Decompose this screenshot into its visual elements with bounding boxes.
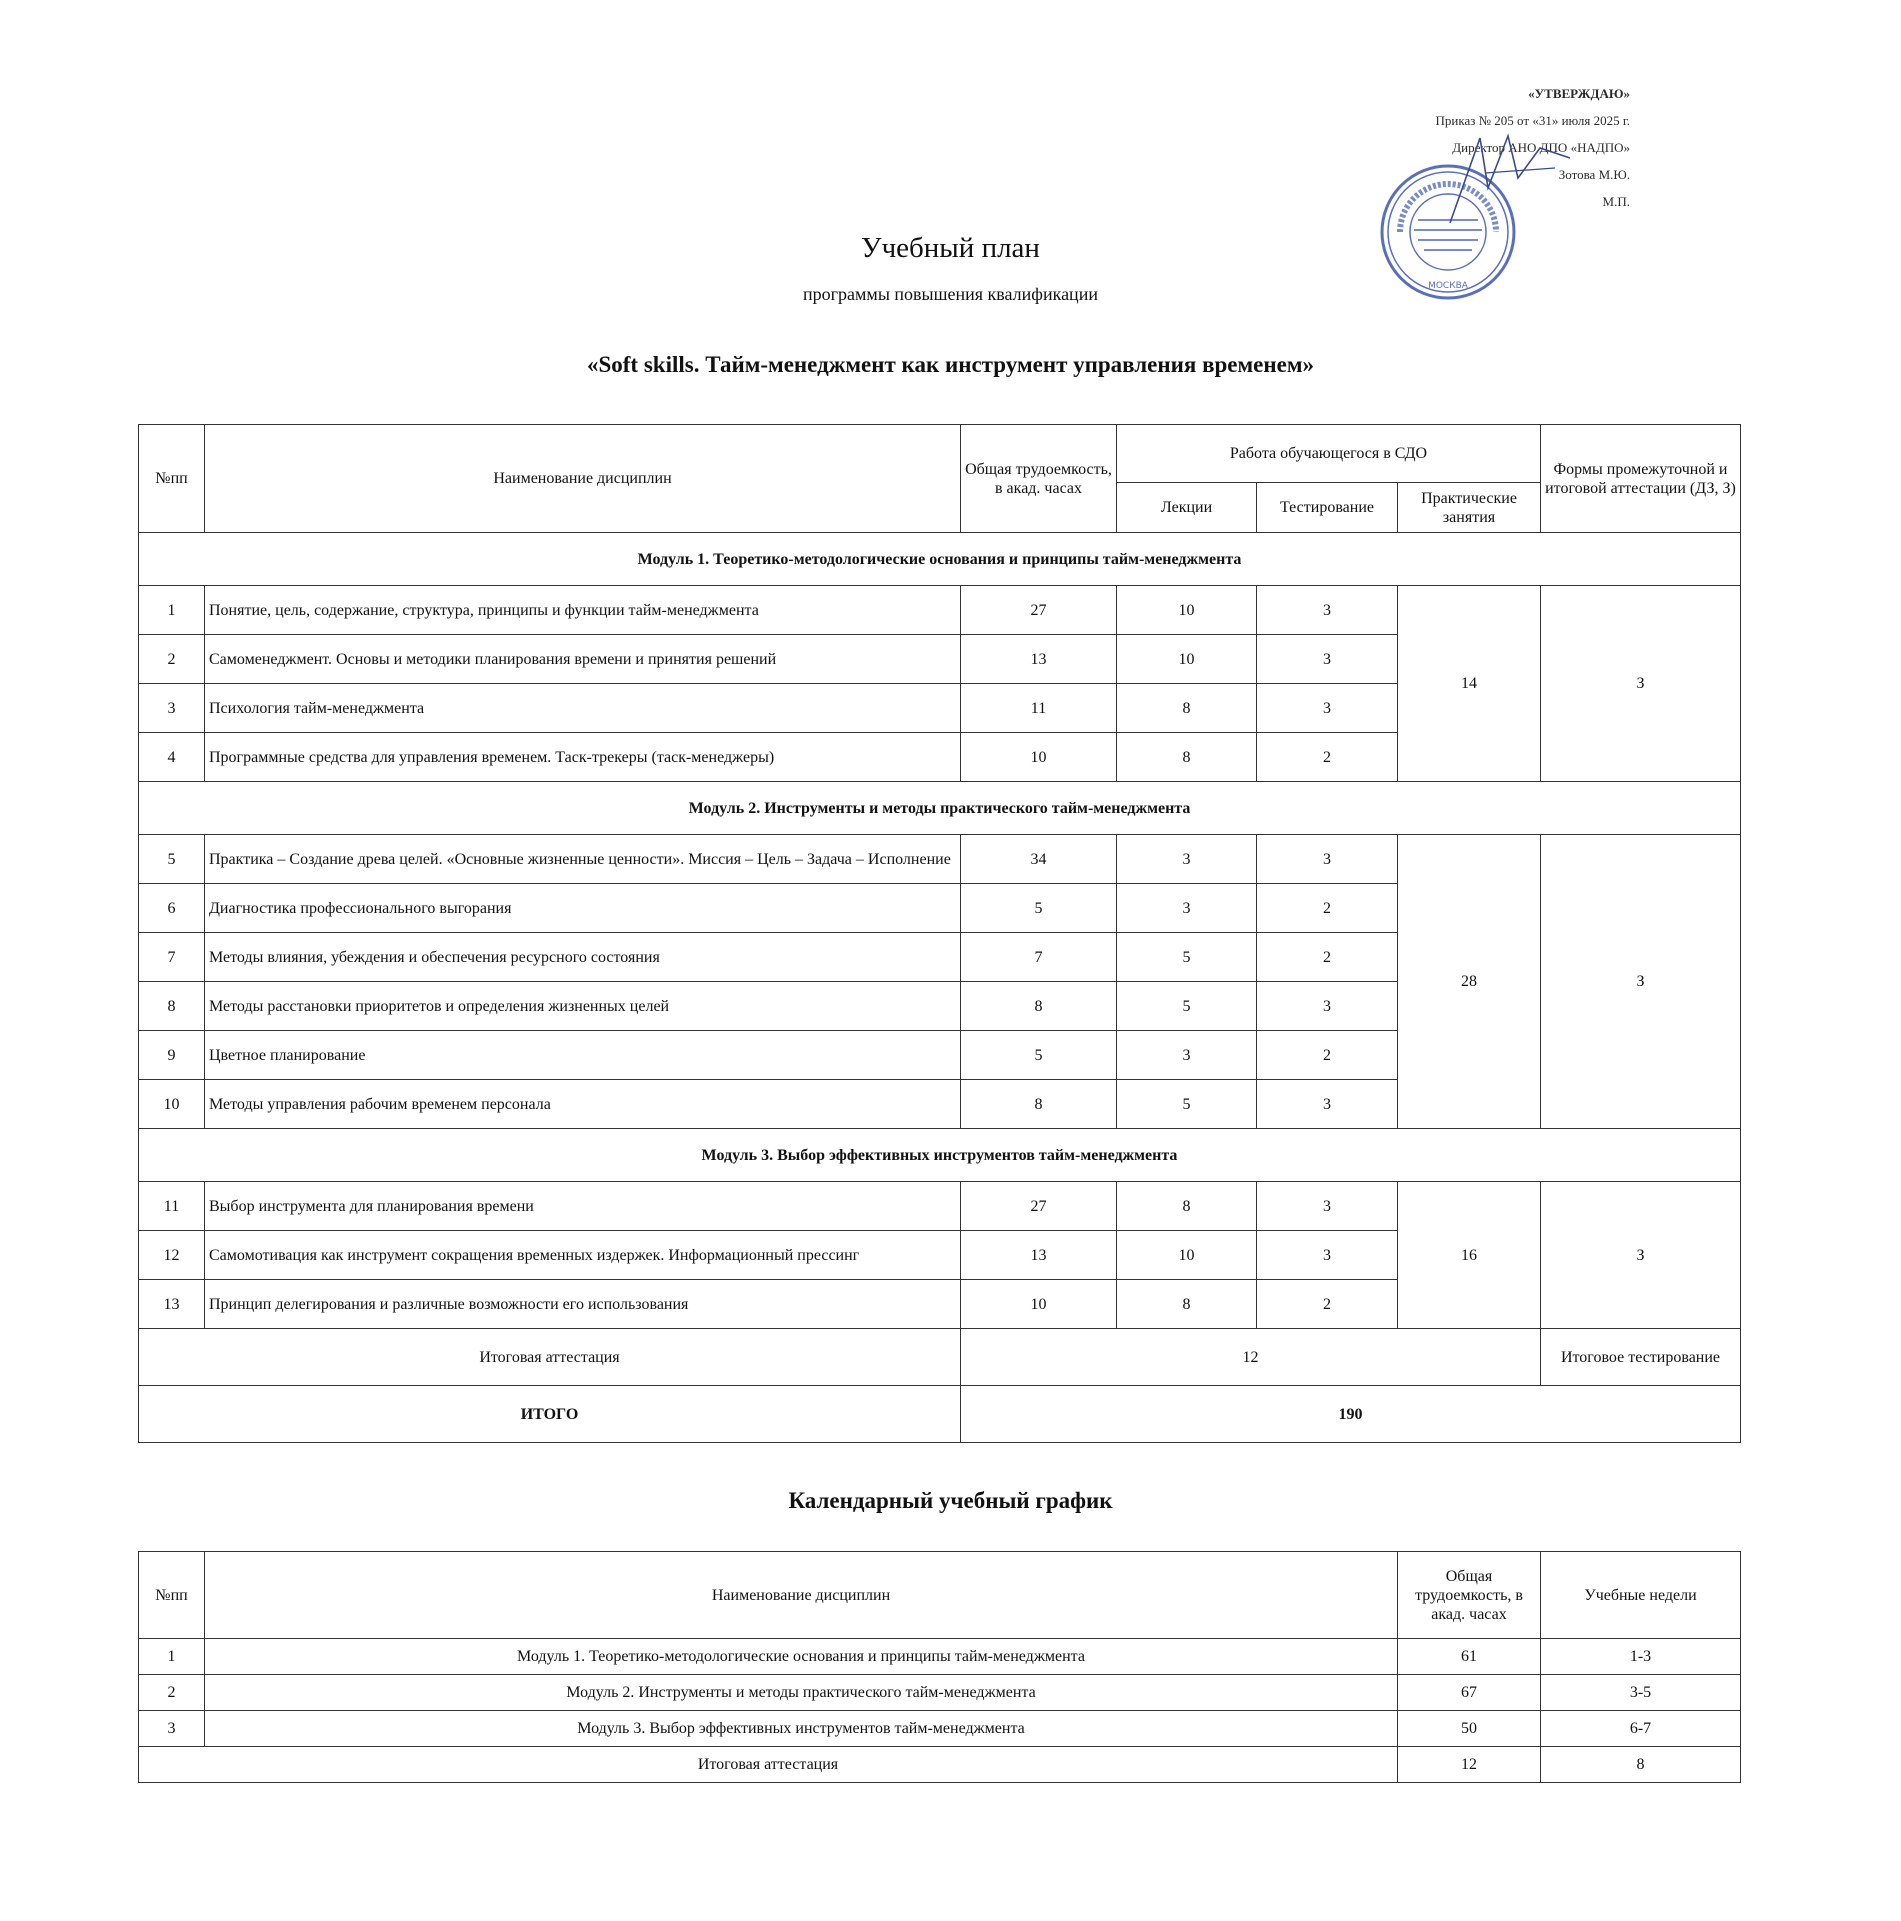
cal-header-num: №пп (139, 1552, 205, 1639)
total-hours: 10 (961, 1280, 1117, 1329)
row-number: 12 (139, 1231, 205, 1280)
row-number: 11 (139, 1182, 205, 1231)
grand-total-label: ИТОГО (139, 1386, 961, 1443)
table-row (139, 586, 1741, 635)
calendar-title: Календарный учебный график (788, 1488, 1113, 1513)
row-number: 10 (139, 1080, 205, 1129)
study-weeks: 6-7 (1541, 1711, 1741, 1747)
header-lectures: Лекции (1117, 483, 1257, 533)
program-title: «Soft skills. Тайм-менеджмент как инструмент управления временем» (586, 352, 1315, 377)
lecture-hours: 5 (1117, 982, 1257, 1031)
discipline-name: Самомотивация как инструмент сокращения временных издержек. Информационный прессинг (205, 1231, 961, 1280)
testing-hours: 2 (1257, 933, 1398, 982)
table-row (139, 1711, 1741, 1747)
final-attestation-label: Итоговая аттестация (139, 1747, 1398, 1783)
study-weeks: 3-5 (1541, 1675, 1741, 1711)
module-name: Модуль 3. Выбор эффективных инструментов тайм-менеджмента (205, 1711, 1398, 1747)
lecture-hours: 3 (1117, 884, 1257, 933)
final-attestation-row (139, 1329, 1741, 1386)
row-number: 13 (139, 1280, 205, 1329)
total-hours: 27 (961, 1182, 1117, 1231)
final-attestation-form: Итоговое тестирование (1541, 1329, 1741, 1386)
table-row (139, 1639, 1741, 1675)
table-row (139, 1675, 1741, 1711)
discipline-name: Выбор инструмента для планирования времени (205, 1182, 961, 1231)
row-number: 1 (139, 1639, 205, 1675)
lecture-hours: 8 (1117, 684, 1257, 733)
lecture-hours: 3 (1117, 1031, 1257, 1080)
page-title: Учебный план (861, 232, 1040, 264)
lecture-hours: 3 (1117, 835, 1257, 884)
lecture-hours: 10 (1117, 1231, 1257, 1280)
header-work: Работа обучающегося в СДО (1117, 425, 1541, 483)
practice-hours: 14 (1398, 586, 1541, 782)
row-number: 1 (139, 586, 205, 635)
approval-seal-mark: М.П. (1602, 194, 1630, 209)
discipline-name: Методы влияния, убеждения и обеспечения ресурсного состояния (205, 933, 961, 982)
lecture-hours: 8 (1117, 733, 1257, 782)
header-practice: Практические занятия (1398, 483, 1541, 533)
approval-name: Зотова М.Ю. (1558, 167, 1630, 182)
attestation-form: З (1541, 835, 1741, 1129)
header-num: №пп (139, 425, 205, 533)
module-row (139, 782, 1741, 835)
total-hours: 34 (961, 835, 1117, 884)
discipline-name: Методы расстановки приоритетов и определения жизненных целей (205, 982, 961, 1031)
final-attestation-hours: 12 (1398, 1747, 1541, 1783)
row-number: 2 (139, 1675, 205, 1711)
grand-total-hours: 190 (961, 1386, 1741, 1443)
discipline-name: Принцип делегирования и различные возможности его использования (205, 1280, 961, 1329)
final-attestation-weeks: 8 (1541, 1747, 1741, 1783)
total-hours: 27 (961, 586, 1117, 635)
total-hours: 5 (961, 1031, 1117, 1080)
module-title: Модуль 2. Инструменты и методы практического тайм-менеджмента (139, 782, 1741, 835)
row-number: 5 (139, 835, 205, 884)
approval-heading: «УТВЕРЖДАЮ» (1528, 86, 1630, 101)
testing-hours: 3 (1257, 982, 1398, 1031)
testing-hours: 3 (1257, 1182, 1398, 1231)
testing-hours: 3 (1257, 684, 1398, 733)
total-hours: 67 (1398, 1675, 1541, 1711)
study-weeks: 1-3 (1541, 1639, 1741, 1675)
row-number: 3 (139, 684, 205, 733)
header-total: Общая трудоемкость, в акад. часах (961, 425, 1117, 533)
final-attestation-row (139, 1747, 1741, 1783)
study-plan-table (138, 424, 1741, 1443)
total-hours: 50 (1398, 1711, 1541, 1747)
row-number: 7 (139, 933, 205, 982)
row-number: 8 (139, 982, 205, 1031)
discipline-name: Программные средства для управления временем. Таск-трекеры (таск-менеджеры) (205, 733, 961, 782)
page-subtitle: программы повышения квалификации (803, 284, 1098, 304)
discipline-name: Диагностика профессионального выгорания (205, 884, 961, 933)
header-forms: Формы промежуточной и итоговой аттестации (ДЗ, З) (1541, 425, 1741, 533)
row-number: 9 (139, 1031, 205, 1080)
total-hours: 10 (961, 733, 1117, 782)
lecture-hours: 5 (1117, 1080, 1257, 1129)
total-hours: 13 (961, 1231, 1117, 1280)
testing-hours: 3 (1257, 835, 1398, 884)
attestation-form: З (1541, 1182, 1741, 1329)
testing-hours: 2 (1257, 733, 1398, 782)
approval-position: Директор АНО ДПО «НАДПО» (1452, 140, 1630, 155)
final-attestation-label: Итоговая аттестация (139, 1329, 961, 1386)
module-name: Модуль 2. Инструменты и методы практического тайм-менеджмента (205, 1675, 1398, 1711)
lecture-hours: 10 (1117, 586, 1257, 635)
signature-icon (1430, 128, 1580, 238)
stamp-text: МОСКВА (1428, 281, 1468, 291)
cal-header-name: Наименование дисциплин (205, 1552, 1398, 1639)
grand-total-row (139, 1386, 1741, 1443)
total-hours: 61 (1398, 1639, 1541, 1675)
discipline-name: Цветное планирование (205, 1031, 961, 1080)
testing-hours: 3 (1257, 1080, 1398, 1129)
header-name: Наименование дисциплин (205, 425, 961, 533)
lecture-hours: 8 (1117, 1182, 1257, 1231)
module-row (139, 1129, 1741, 1182)
attestation-form: З (1541, 586, 1741, 782)
table-row (139, 835, 1741, 884)
discipline-name: Понятие, цель, содержание, структура, принципы и функции тайм-менеджмента (205, 586, 961, 635)
lecture-hours: 8 (1117, 1280, 1257, 1329)
total-hours: 11 (961, 684, 1117, 733)
practice-hours: 16 (1398, 1182, 1541, 1329)
discipline-name: Методы управления рабочим временем персонала (205, 1080, 961, 1129)
module-row (139, 533, 1741, 586)
total-hours: 8 (961, 982, 1117, 1031)
total-hours: 8 (961, 1080, 1117, 1129)
header-testing: Тестирование (1257, 483, 1398, 533)
table-row (139, 1182, 1741, 1231)
row-number: 2 (139, 635, 205, 684)
discipline-name: Самоменеджмент. Основы и методики планирования времени и принятия решений (205, 635, 961, 684)
module-title: Модуль 1. Теоретико-методологические основания и принципы тайм-менеджмента (139, 533, 1741, 586)
row-number: 6 (139, 884, 205, 933)
testing-hours: 3 (1257, 635, 1398, 684)
cal-header-weeks: Учебные недели (1541, 1552, 1741, 1639)
cal-header-total: Общая трудоемкость, в акад. часах (1398, 1552, 1541, 1639)
testing-hours: 3 (1257, 1231, 1398, 1280)
row-number: 4 (139, 733, 205, 782)
row-number: 3 (139, 1711, 205, 1747)
module-title: Модуль 3. Выбор эффективных инструментов тайм-менеджмента (139, 1129, 1741, 1182)
total-hours: 7 (961, 933, 1117, 982)
lecture-hours: 5 (1117, 933, 1257, 982)
module-name: Модуль 1. Теоретико-методологические основания и принципы тайм-менеджмента (205, 1639, 1398, 1675)
total-hours: 5 (961, 884, 1117, 933)
testing-hours: 3 (1257, 586, 1398, 635)
testing-hours: 2 (1257, 884, 1398, 933)
approval-order: Приказ № 205 от «31» июля 2025 г. (1435, 113, 1630, 128)
discipline-name: Психология тайм-менеджмента (205, 684, 961, 733)
lecture-hours: 10 (1117, 635, 1257, 684)
total-hours: 13 (961, 635, 1117, 684)
testing-hours: 2 (1257, 1031, 1398, 1080)
practice-hours: 28 (1398, 835, 1541, 1129)
calendar-table (138, 1551, 1741, 1783)
discipline-name: Практика – Создание древа целей. «Основные жизненные ценности». Миссия – Цель – Задача – Исполнение (205, 835, 961, 884)
final-attestation-hours: 12 (961, 1329, 1541, 1386)
testing-hours: 2 (1257, 1280, 1398, 1329)
